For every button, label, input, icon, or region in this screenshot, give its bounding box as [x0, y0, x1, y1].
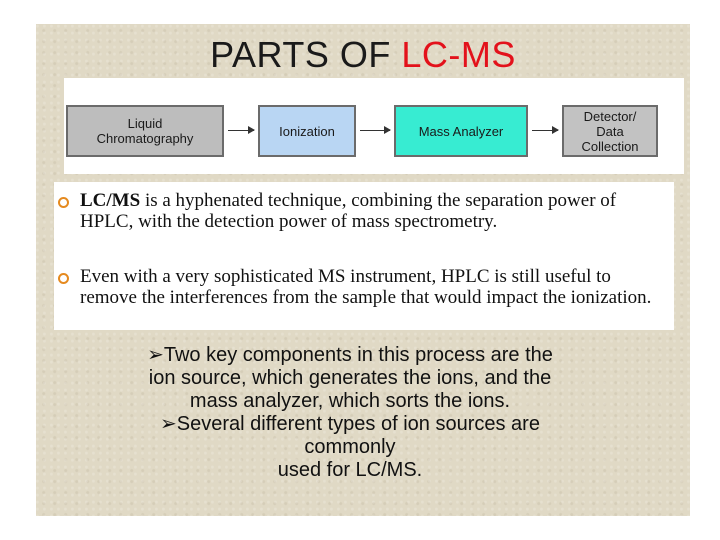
body-text	[80, 344, 620, 482]
bullet-hplc-text: Even with a very sophisticated MS instrument, HPLC is still useful to remove the interferences from the sample that would impact the ionization.	[80, 266, 652, 308]
box-mass-analyzer	[394, 105, 528, 157]
box-ionization-label: Ionization	[279, 123, 335, 139]
title-accent: LC-MS	[401, 34, 516, 75]
box-ionization	[258, 105, 356, 157]
box-detector-line1: Detector/	[583, 108, 637, 124]
arrow-ionization-to-mass-analyzer	[360, 130, 390, 131]
arrow-mass-analyzer-to-detector	[532, 130, 558, 131]
box-detector-data-collection	[562, 105, 658, 157]
bullet-circle-icon	[58, 273, 69, 284]
bullet-lcms-term: LC/MS	[80, 190, 141, 211]
body-line: used for LC/MS.	[277, 459, 423, 481]
bullet-item-hplc	[80, 266, 670, 308]
title-prefix: PARTS OF	[210, 34, 402, 75]
body-line: mass analyzer, which sorts the ions.	[189, 390, 511, 412]
lc-ms-flow-diagram	[64, 78, 684, 174]
slide	[36, 24, 690, 516]
box-liquid-chromatography	[66, 105, 224, 157]
slide-title	[36, 34, 690, 76]
bullet-circle-icon	[58, 197, 69, 208]
body-line: ion source, which generates the ions, and the	[148, 367, 552, 389]
box-lc-line2: Chromatography	[96, 131, 194, 146]
bullet-panel	[54, 182, 674, 330]
body-line: commonly	[304, 436, 396, 458]
bullet-item-lcms	[80, 190, 670, 232]
body-line: ➢Two key components in this process are the	[147, 344, 553, 366]
bullet-lcms-text: is a hyphenated technique, combining the separation power of HPLC, with the detection power of mass spectrometry.	[80, 190, 617, 232]
box-mass-analyzer-label: Mass Analyzer	[418, 123, 504, 139]
box-detector-line2: Data	[596, 123, 624, 139]
body-line: ➢Several different types of ion sources are	[160, 413, 540, 435]
box-detector-line3: Collection	[581, 138, 639, 154]
box-lc-line1: Liquid	[127, 116, 163, 131]
arrow-lc-to-ionization	[228, 130, 254, 131]
